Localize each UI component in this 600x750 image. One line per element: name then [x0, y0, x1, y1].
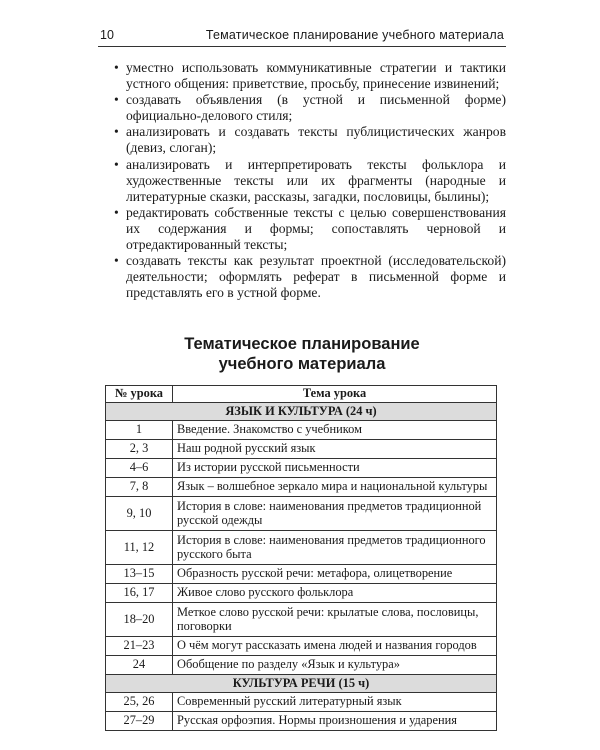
list-item — [114, 205, 506, 253]
list-item-text: уместно использовать коммуникативные стратегии и тактики устного общения: приветствие, просьбу, принесение извинений; — [126, 60, 506, 92]
lesson-number: 27–29 — [106, 712, 173, 731]
page-number: 10 — [100, 28, 114, 42]
list-item-text: редактировать собственные тексты с целью совершенствования их содержания и формы; сопоставлять черновой и отредактированный тексты; — [126, 204, 506, 253]
lesson-number: 9, 10 — [106, 497, 173, 531]
list-item-text: создавать тексты как результат проектной (исследовательской) деятельности; оформлять реферат в письменной форме и представлять его в устной форме. — [126, 253, 506, 301]
lesson-number: 1 — [106, 421, 173, 440]
lesson-topic: Живое слово русского фольклора — [173, 584, 497, 603]
lesson-topic: О чём могут рассказать имена людей и названия городов — [173, 637, 497, 656]
table-row — [106, 497, 497, 531]
lesson-topic: Современный русский литературный язык — [173, 693, 497, 712]
section-heading-line: учебного материала — [218, 355, 386, 373]
running-title: Тематическое планирование учебного материала — [205, 28, 504, 42]
lesson-topic: Меткое слово русской речи: крылатые слова, пословицы, поговорки — [173, 603, 497, 637]
bullet-icon: • — [114, 92, 119, 108]
table-row — [106, 603, 497, 637]
lesson-number: 4–6 — [106, 459, 173, 478]
table-row — [106, 693, 497, 712]
lesson-number: 7, 8 — [106, 478, 173, 497]
skills-list — [114, 60, 506, 301]
page-header — [98, 28, 506, 47]
list-item — [114, 92, 506, 124]
list-item — [114, 253, 506, 301]
column-header-lesson-number: № урока — [106, 386, 173, 403]
lesson-topic: История в слове: наименования предметов традиционной русской одежды — [173, 497, 497, 531]
table-row — [106, 656, 497, 675]
table-row — [106, 712, 497, 731]
table-row — [106, 459, 497, 478]
list-item — [114, 157, 506, 205]
section-label: ЯЗЫК И КУЛЬТУРА (24 ч) — [106, 403, 497, 421]
lesson-topic: Русская орфоэпия. Нормы произношения и ударения — [173, 712, 497, 731]
table-row — [106, 531, 497, 565]
table-row — [106, 584, 497, 603]
lesson-number: 11, 12 — [106, 531, 173, 565]
lesson-number: 16, 17 — [106, 584, 173, 603]
table-row — [106, 421, 497, 440]
lesson-number: 25, 26 — [106, 693, 173, 712]
lesson-number: 13–15 — [106, 565, 173, 584]
section-heading-line: Тематическое планирование — [184, 335, 420, 353]
lesson-topic: Из истории русской письменности — [173, 459, 497, 478]
lesson-topic: Образность русской речи: метафора, олицетворение — [173, 565, 497, 584]
table-row — [106, 440, 497, 459]
lesson-number: 18–20 — [106, 603, 173, 637]
lesson-number: 2, 3 — [106, 440, 173, 459]
lesson-topic: История в слове: наименования предметов традиционного русского быта — [173, 531, 497, 565]
table-section-row — [106, 675, 497, 693]
list-item-text: анализировать и интерпретировать тексты фольклора и художественные тексты или их фрагменты (народные и литературные сказки, рассказы, загадки, пословицы, былины); — [126, 156, 506, 204]
bullet-icon: • — [114, 156, 119, 172]
list-item-text: анализировать и создавать тексты публицистических жанров (девиз, слоган); — [126, 124, 506, 156]
lesson-number: 24 — [106, 656, 173, 675]
table-row — [106, 637, 497, 656]
lesson-plan-table — [105, 385, 497, 731]
section-heading — [98, 334, 506, 374]
bullet-icon: • — [114, 253, 119, 269]
bullet-icon: • — [114, 124, 119, 140]
lesson-topic: Введение. Знакомство с учебником — [173, 421, 497, 440]
table-section-row — [106, 403, 497, 421]
section-label: КУЛЬТУРА РЕЧИ (15 ч) — [106, 675, 497, 693]
bullet-icon: • — [114, 60, 119, 75]
lesson-number: 21–23 — [106, 637, 173, 656]
table-row — [106, 565, 497, 584]
table-row — [106, 478, 497, 497]
lesson-topic: Наш родной русский язык — [173, 440, 497, 459]
list-item — [114, 60, 506, 92]
column-header-topic: Тема урока — [173, 386, 497, 403]
lesson-topic: Обобщение по разделу «Язык и культура» — [173, 656, 497, 675]
table-header-row — [106, 386, 497, 403]
lesson-topic: Язык – волшебное зеркало мира и национальной культуры — [173, 478, 497, 497]
bullet-icon: • — [114, 204, 119, 220]
list-item — [114, 124, 506, 156]
list-item-text: создавать объявления (в устной и письменной форме) официально-делового стиля; — [126, 92, 506, 124]
